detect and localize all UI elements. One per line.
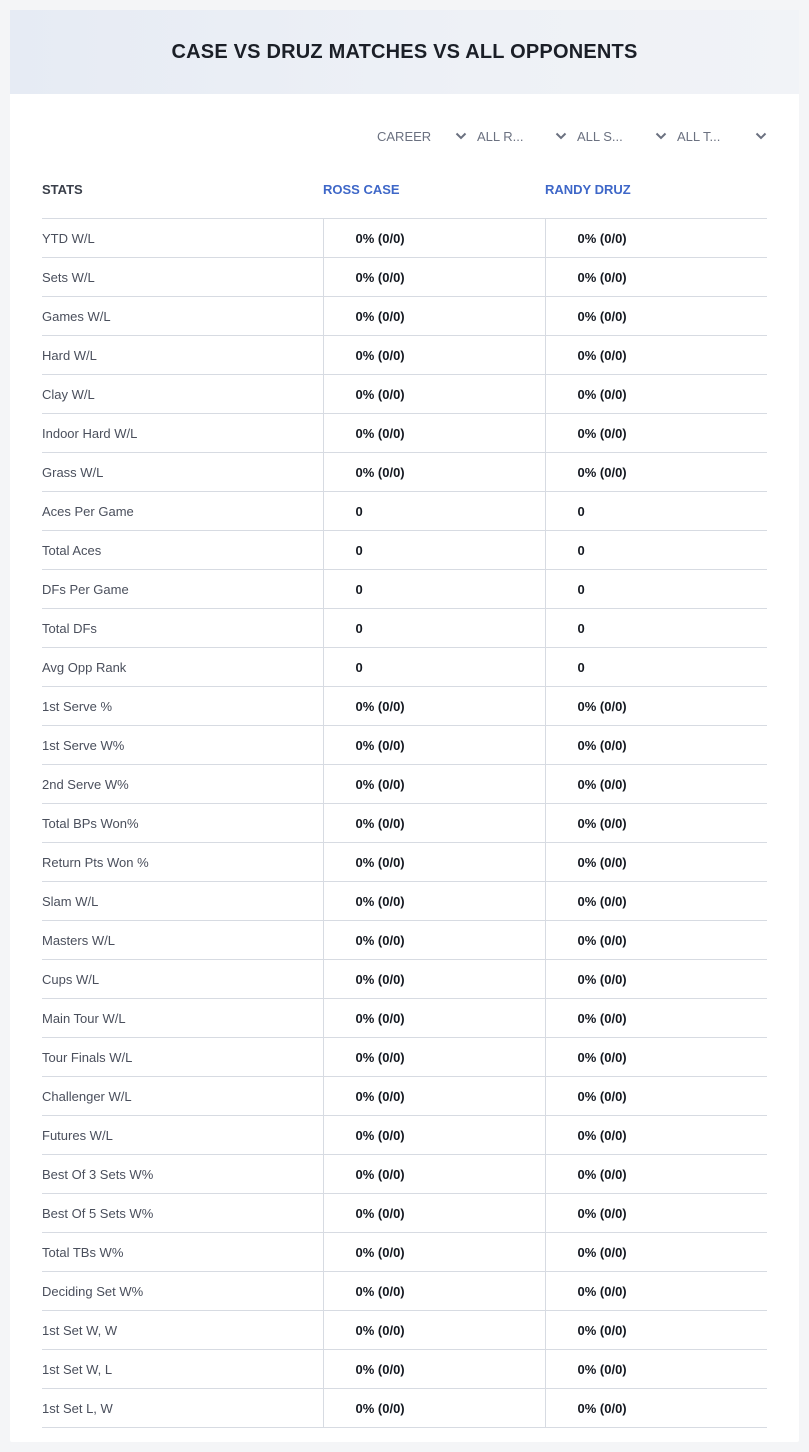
table-row (42, 765, 767, 804)
player2-value: 0% (0/0) (545, 921, 767, 960)
player2-value: 0% (0/0) (545, 687, 767, 726)
stat-label: Aces Per Game (42, 492, 323, 531)
table-row (42, 960, 767, 999)
player2-value: 0% (0/0) (545, 960, 767, 999)
tournament-select-value: ALL T... (677, 128, 721, 144)
table-row (42, 414, 767, 453)
player2-value: 0% (0/0) (545, 999, 767, 1038)
player1-value: 0% (0/0) (323, 375, 545, 414)
table-row (42, 570, 767, 609)
stat-label: Games W/L (42, 297, 323, 336)
player1-value: 0% (0/0) (323, 726, 545, 765)
table-row (42, 492, 767, 531)
table-row (42, 1389, 767, 1428)
stat-label: Cups W/L (42, 960, 323, 999)
stat-label: 2nd Serve W% (42, 765, 323, 804)
player1-value: 0% (0/0) (323, 765, 545, 804)
stat-label: Total Aces (42, 531, 323, 570)
player2-value: 0% (0/0) (545, 1272, 767, 1311)
card-header (10, 10, 799, 94)
player2-value: 0% (0/0) (545, 1389, 767, 1428)
chevron-down-icon (455, 132, 467, 140)
player2-value: 0% (0/0) (545, 765, 767, 804)
stats-table (42, 160, 767, 1428)
player1-value: 0% (0/0) (323, 882, 545, 921)
stats-column-header: STATS (42, 160, 323, 219)
player1-value: 0% (0/0) (323, 1311, 545, 1350)
table-header-row (42, 160, 767, 219)
player2-value: 0% (0/0) (545, 726, 767, 765)
player2-value: 0% (0/0) (545, 258, 767, 297)
stat-label: Main Tour W/L (42, 999, 323, 1038)
player1-column-header[interactable] (323, 160, 545, 219)
player1-value: 0% (0/0) (323, 258, 545, 297)
player1-value: 0% (0/0) (323, 999, 545, 1038)
player2-value: 0% (0/0) (545, 1077, 767, 1116)
stat-label: DFs Per Game (42, 570, 323, 609)
player2-value: 0 (545, 609, 767, 648)
chevron-down-icon (655, 132, 667, 140)
player1-value: 0% (0/0) (323, 414, 545, 453)
stat-label: Clay W/L (42, 375, 323, 414)
player1-value: 0% (0/0) (323, 1389, 545, 1428)
player2-value: 0% (0/0) (545, 219, 767, 258)
player1-value: 0% (0/0) (323, 804, 545, 843)
player1-value: 0% (0/0) (323, 1233, 545, 1272)
stat-label: Tour Finals W/L (42, 1038, 323, 1077)
player1-value: 0% (0/0) (323, 1038, 545, 1077)
stat-label: Total BPs Won% (42, 804, 323, 843)
player2-value: 0% (0/0) (545, 1194, 767, 1233)
stat-label: 1st Set L, W (42, 1389, 323, 1428)
player1-value: 0 (323, 531, 545, 570)
stat-label: Best Of 5 Sets W% (42, 1194, 323, 1233)
player2-name[interactable]: RANDY DRUZ (545, 181, 631, 197)
table-row (42, 1194, 767, 1233)
stat-label: Masters W/L (42, 921, 323, 960)
stat-label: Deciding Set W% (42, 1272, 323, 1311)
player2-value: 0% (0/0) (545, 1155, 767, 1194)
table-row (42, 258, 767, 297)
stats-table-body (42, 219, 767, 1428)
tournament-select[interactable] (667, 126, 767, 146)
player1-value: 0% (0/0) (323, 921, 545, 960)
stat-label: Hard W/L (42, 336, 323, 375)
player2-value: 0% (0/0) (545, 1350, 767, 1389)
period-select[interactable] (367, 126, 467, 146)
stat-label: Indoor Hard W/L (42, 414, 323, 453)
stat-label: Total DFs (42, 609, 323, 648)
stat-label: 1st Serve W% (42, 726, 323, 765)
table-row (42, 1155, 767, 1194)
table-row (42, 609, 767, 648)
table-row (42, 921, 767, 960)
page-title: CASE VS DRUZ MATCHES VS ALL OPPONENTS (171, 40, 638, 63)
stat-label: 1st Serve % (42, 687, 323, 726)
player2-value: 0% (0/0) (545, 414, 767, 453)
player2-value: 0% (0/0) (545, 336, 767, 375)
player1-value: 0 (323, 648, 545, 687)
stat-label: 1st Set W, W (42, 1311, 323, 1350)
table-row (42, 453, 767, 492)
player2-value: 0 (545, 648, 767, 687)
player1-value: 0% (0/0) (323, 297, 545, 336)
player1-value: 0 (323, 570, 545, 609)
player1-value: 0% (0/0) (323, 336, 545, 375)
player1-value: 0% (0/0) (323, 687, 545, 726)
player1-value: 0% (0/0) (323, 1077, 545, 1116)
surface-select[interactable] (567, 126, 667, 146)
round-select[interactable] (467, 126, 567, 146)
player2-value: 0% (0/0) (545, 1038, 767, 1077)
player2-value: 0% (0/0) (545, 1311, 767, 1350)
player1-value: 0% (0/0) (323, 453, 545, 492)
table-row (42, 1038, 767, 1077)
table-row (42, 1311, 767, 1350)
player1-value: 0% (0/0) (323, 1116, 545, 1155)
player1-value: 0% (0/0) (323, 1194, 545, 1233)
stat-label: Best Of 3 Sets W% (42, 1155, 323, 1194)
stat-label: YTD W/L (42, 219, 323, 258)
table-row (42, 999, 767, 1038)
stat-label: 1st Set W, L (42, 1350, 323, 1389)
player1-value: 0% (0/0) (323, 1350, 545, 1389)
round-select-value: ALL R... (477, 128, 524, 144)
table-row (42, 531, 767, 570)
player2-value: 0 (545, 531, 767, 570)
player2-value: 0% (0/0) (545, 1233, 767, 1272)
player2-value: 0 (545, 570, 767, 609)
table-row (42, 843, 767, 882)
player2-value: 0 (545, 492, 767, 531)
stat-label: Sets W/L (42, 258, 323, 297)
table-row (42, 882, 767, 921)
table-row (42, 1116, 767, 1155)
player2-value: 0% (0/0) (545, 375, 767, 414)
chevron-down-icon (555, 132, 567, 140)
stat-label: Futures W/L (42, 1116, 323, 1155)
table-row (42, 1233, 767, 1272)
table-row (42, 1272, 767, 1311)
table-row (42, 375, 767, 414)
stats-card (10, 10, 799, 1442)
player2-column-header[interactable] (545, 160, 767, 219)
table-row (42, 336, 767, 375)
table-row (42, 648, 767, 687)
table-row (42, 804, 767, 843)
player2-value: 0% (0/0) (545, 882, 767, 921)
table-row (42, 297, 767, 336)
filter-bar (367, 126, 767, 146)
stat-label: Total TBs W% (42, 1233, 323, 1272)
player1-value: 0% (0/0) (323, 1272, 545, 1311)
player2-value: 0% (0/0) (545, 453, 767, 492)
player1-value: 0% (0/0) (323, 960, 545, 999)
player1-value: 0% (0/0) (323, 1155, 545, 1194)
table-row (42, 1077, 767, 1116)
player1-value: 0% (0/0) (323, 219, 545, 258)
player1-name[interactable]: ROSS CASE (323, 181, 400, 197)
chevron-down-icon (755, 132, 767, 140)
table-row (42, 726, 767, 765)
table-row (42, 219, 767, 258)
player2-value: 0% (0/0) (545, 297, 767, 336)
player1-value: 0 (323, 492, 545, 531)
period-select-value: CAREER (377, 128, 432, 144)
stat-label: Challenger W/L (42, 1077, 323, 1116)
player2-value: 0% (0/0) (545, 804, 767, 843)
stat-label: Avg Opp Rank (42, 648, 323, 687)
stat-label: Return Pts Won % (42, 843, 323, 882)
stat-label: Grass W/L (42, 453, 323, 492)
table-row (42, 687, 767, 726)
table-row (42, 1350, 767, 1389)
player1-value: 0 (323, 609, 545, 648)
player1-value: 0% (0/0) (323, 843, 545, 882)
player2-value: 0% (0/0) (545, 843, 767, 882)
surface-select-value: ALL S... (577, 128, 623, 144)
player2-value: 0% (0/0) (545, 1116, 767, 1155)
stat-label: Slam W/L (42, 882, 323, 921)
